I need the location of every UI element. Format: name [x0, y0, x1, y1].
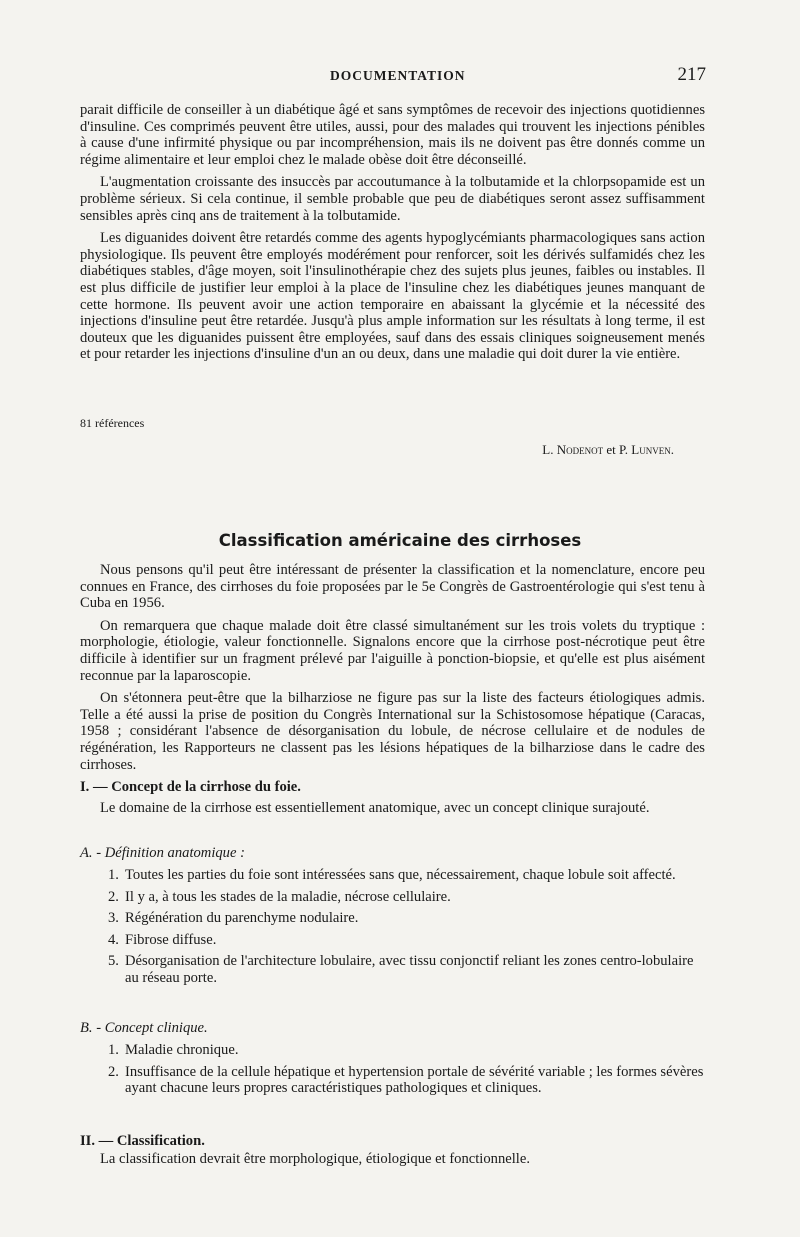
section-1-text: Le domaine de la cirrhose est essentiellement anatomique, avec un concept clinique surajouté. [100, 800, 650, 816]
list-item-number: 2. [108, 888, 119, 905]
intro-paragraph-2: L'augmentation croissante des insuccès par accoutumance à la tolbutamide et la chlorpsopamide est un problème sérieux. Si cela continue, il semble probable que peu de diabétiques seront assez suffisamment sensibles après cinq ans de traitement à la tolbutamide. [80, 174, 705, 224]
list-item-text: Maladie chronique. [125, 1042, 239, 1058]
list-item-text: Il y a, à tous les stades de la maladie, nécrose cellulaire. [125, 888, 451, 905]
running-header [80, 66, 706, 88]
list-item-number: 2. [108, 1063, 119, 1080]
list-item-text: Fibrose diffuse. [125, 931, 217, 948]
list-item [80, 910, 706, 927]
article-title: Classification américaine des cirrhoses [218, 531, 582, 550]
list-item-number: 1. [108, 867, 119, 883]
subsection-b-heading-text: B. - Concept clinique. [80, 1020, 208, 1036]
section-2-heading-text: II. — Classification. [80, 1133, 205, 1149]
intro-paragraph-3: Les diguanides doivent être retardés comme des agents hypoglycémiants pharmacologiques sans action physiologique. Ils peuvent être employés modérément pour renforcer, soit les dérivés sulfamidés chez les diabétiques stables, d'âge moyen, soit l'insulinothérapie chez des sujets plus jeunes, faibles ou instables. Il est plus difficile de justifier leur emploi à la place de l'insuline chez les diabétiques jeunes manquant de cette hormone. Ils peuvent avoir une action temporaire en abaissant la glycémie et la nécessité des injections d'insuline peut être retardée. Jusqu'à plus ample information sur les résultats à long terme, il est douteux que les diguanides puissent être employées, sauf dans des essais cliniques soigneusement menés et pour retarder les injections d'insuline d'un an ou deux, dans une maladie qui doit durer la vie entière. [80, 230, 705, 363]
list-item-number: 3. [108, 910, 119, 927]
article-paragraph-2: On remarquera que chaque malade doit être classé simultanément sur les trois volets du tryptique : morphologie, étiologie, valeur fonctionnelle. Signalons encore que la cirrhose post-nécrotique peut être difficile à identifier sur un fragment prélevé par l'aiguille à ponction-biopsie, et qu'elle est plus aisément reconnue par la laparoscopie. [80, 617, 705, 684]
list-item-number: 1. [108, 1042, 119, 1058]
authors-conjunction: et [606, 442, 616, 457]
subsection-b-heading [80, 1020, 208, 1037]
intro-text [80, 102, 705, 369]
subsection-a-list [80, 867, 706, 992]
page-number: 217 [677, 64, 706, 85]
list-item [80, 1042, 706, 1059]
list-item-text: Toutes les parties du foie sont intéressées sans que, nécessairement, chaque lobule soit affecté. [125, 867, 676, 883]
author-1: L. Nodenot [542, 442, 604, 457]
list-item-number: 5. [108, 953, 119, 970]
list-item [80, 932, 706, 949]
list-item [80, 953, 706, 986]
subsection-b-list [80, 1042, 706, 1102]
references-note: 81 références [80, 416, 145, 430]
subsection-a-heading-text: A. - Définition anatomique : [80, 845, 245, 861]
author-2: P. Lunven. [619, 442, 674, 457]
running-title: DOCUMENTATION [330, 68, 466, 83]
subsection-a-heading [80, 845, 245, 862]
section-2-text: La classification devrait être morphologique, étiologique et fonctionnelle. [100, 1151, 530, 1167]
authors-signature [542, 442, 674, 458]
list-item-text: Insuffisance de la cellule hépatique et hypertension portale de sévérité variable ; les formes sévères ayant chacune leurs propres caractéristiques pathologiques et cliniques. [125, 1063, 704, 1097]
article-paragraph-3: On s'étonnera peut-être que la bilharziose ne figure pas sur la liste des facteurs étiologiques admis. Telle a été aussi la prise de position du Congrès International sur la Schistosomose hépatique (Caracas, 1958 ; considérant l'absence de désorganisation du lobule, de nécrose cellulaire et de nodules de régénération, les Rapporteurs ne classent pas les lésions hépatiques de la bilharziose dans le cadre des cirrhoses. [80, 690, 705, 773]
section-1-text-block [80, 800, 705, 823]
section-1-heading [80, 779, 301, 796]
list-item-text: Régénération du parenchyme nodulaire. [125, 910, 359, 927]
list-item [80, 889, 706, 906]
section-2-heading [80, 1133, 205, 1150]
section-2-text-block [80, 1151, 705, 1174]
section-1-heading-text: I. — Concept de la cirrhose du foie. [80, 779, 301, 795]
article-paragraph-1: Nous pensons qu'il peut être intéressant de présenter la classification et la nomenclature, encore peu connues en France, des cirrhoses du foie proposées par le 5e Congrès de Gastroentérologie qui s'est tenu à Cuba en 1956. [80, 562, 705, 612]
article-intro [80, 562, 705, 779]
list-item-text: Désorganisation de l'architecture lobulaire, avec tissu conjonctif reliant les zones centro-lobulaire au réseau porte. [125, 953, 694, 986]
intro-paragraph-1: parait difficile de conseiller à un diabétique âgé et sans symptômes de recevoir des injections quotidiennes d'insuline. Ces comprimés peuvent être utiles, aussi, pour des malades qui trouvent les injections pénibles à cause d'une infirmité physique ou par incompréhension, mais ils ne doivent pas être donnés comme un régime alimentaire et leur emploi chez le malade obèse doit être déconseillé. [80, 102, 705, 168]
list-item [80, 867, 706, 884]
list-item-number: 4. [108, 931, 119, 948]
list-item [80, 1064, 706, 1097]
